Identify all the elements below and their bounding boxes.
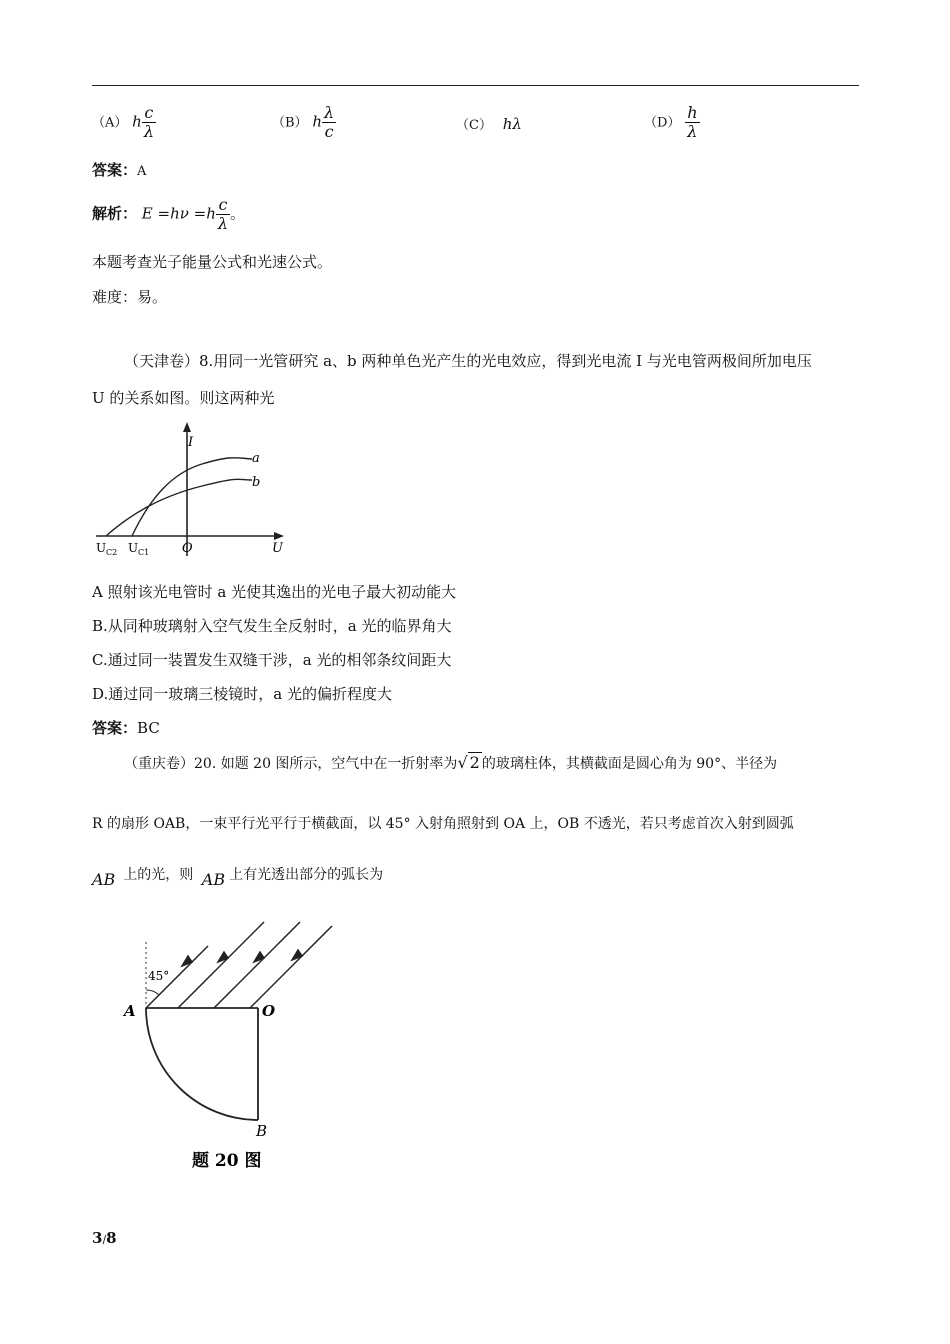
fraction: $\frac{h}{\lambda}$ — [687, 103, 698, 141]
q8-text-line1: （天津卷）8.用同一光管研究 a、b 两种单色光产生的光电效应，得到光电流 I 与光电管两极间所加电压 — [124, 352, 812, 370]
analysis-1 — [92, 196, 245, 233]
q20-text: （重庆卷）20. 如题 20 图所示，空气中在一折射率为 — [124, 756, 458, 772]
q8-option-a: A 照射该光电管时 a 光使其逸出的光电子最大初动能大 — [92, 583, 457, 601]
q8-answer — [92, 718, 160, 738]
figure-caption: 题 20 图 — [192, 1151, 262, 1171]
q20-text: 上的光，则 — [123, 867, 194, 883]
uc1-label: U — [128, 541, 139, 555]
option-a — [92, 104, 156, 141]
option-label: （A） — [92, 115, 128, 131]
period: 。 — [230, 204, 246, 223]
point-o-label: O — [262, 1002, 276, 1020]
arc-ab — [146, 1008, 258, 1120]
point-b-label: B — [256, 1122, 268, 1140]
difficulty-text: 难度：易。 — [92, 288, 168, 306]
origin-label: O — [182, 541, 193, 556]
option-c — [456, 114, 522, 136]
curve-a-label: a — [252, 451, 260, 466]
i-axis-arrow — [183, 422, 191, 432]
sector-figure — [118, 920, 338, 1176]
incident-rays — [146, 922, 332, 1008]
sqrt-2: √ 2 — [457, 753, 480, 772]
point-a-label: A — [124, 1002, 136, 1020]
i-axis-label: I — [188, 435, 194, 450]
arc-ab-symbol: AB — [201, 870, 226, 889]
option-math: h — [312, 112, 323, 131]
uc1-subscript: C1 — [138, 548, 150, 557]
arc-ab-symbol: AB — [92, 870, 116, 889]
curve-b-label: b — [252, 475, 261, 490]
note-text: 本题考查光子能量公式和光速公式。 — [92, 253, 333, 271]
answer-1 — [92, 160, 146, 182]
answer-label: 答案： — [92, 161, 138, 179]
option-label: （B） — [272, 115, 308, 131]
analysis-label: 解析： — [92, 204, 138, 223]
iv-curve-figure — [92, 418, 292, 560]
q20-text-line2: R 的扇形 OAB，一束平行光平行于横截面，以 45° 入射角照射到 OA 上，OB 不透光，若只考虑首次入射到圆弧 — [92, 816, 794, 832]
q20-text: 上有光透出部分的弧长为 — [229, 867, 384, 883]
uc2-subscript: C2 — [106, 548, 118, 557]
answer-label: 答案： — [92, 719, 138, 737]
fraction: $\frac{c}{\lambda}$ — [217, 195, 228, 233]
uc2-label: U — [96, 541, 107, 555]
option-label: （C） — [456, 118, 492, 133]
analysis-math: E =hν =h — [141, 204, 216, 223]
header-rule — [92, 85, 859, 86]
angle-arc — [146, 990, 159, 995]
q8-option-d: D.通过同一玻璃三棱镜时，a 光的偏折程度大 — [92, 685, 392, 703]
q8-option-b: B.从同种玻璃射入空气发生全反射时，a 光的临界角大 — [92, 617, 452, 635]
angle-label: 45° — [148, 969, 170, 983]
curve-b — [106, 479, 252, 536]
fraction: $\frac{\lambda}{c}$ — [324, 103, 335, 141]
option-d — [644, 104, 700, 141]
q20-text: 的玻璃柱体，其横截面是圆心角为 90°、半径为 — [481, 756, 778, 772]
q8-option-c: C.通过同一装置发生双缝干涉，a 光的相邻条纹间距大 — [92, 651, 452, 669]
option-b — [272, 104, 336, 141]
u-axis-arrow — [274, 532, 284, 540]
page-number: 3/8 — [92, 1229, 117, 1247]
q20-text-line3 — [92, 864, 384, 889]
option-label: （D） — [644, 115, 681, 131]
answer-value: A — [137, 164, 147, 179]
fraction: $\frac{c}{\lambda}$ — [143, 103, 154, 141]
curve-a — [132, 458, 252, 536]
q20-text-line1 — [124, 753, 777, 774]
option-math: hλ — [502, 115, 522, 133]
q8-text-line2: U 的关系如图。则这两种光 — [92, 389, 275, 407]
answer-value: BC — [137, 719, 160, 737]
option-math: h — [132, 112, 142, 131]
u-axis-label: U — [272, 541, 283, 556]
